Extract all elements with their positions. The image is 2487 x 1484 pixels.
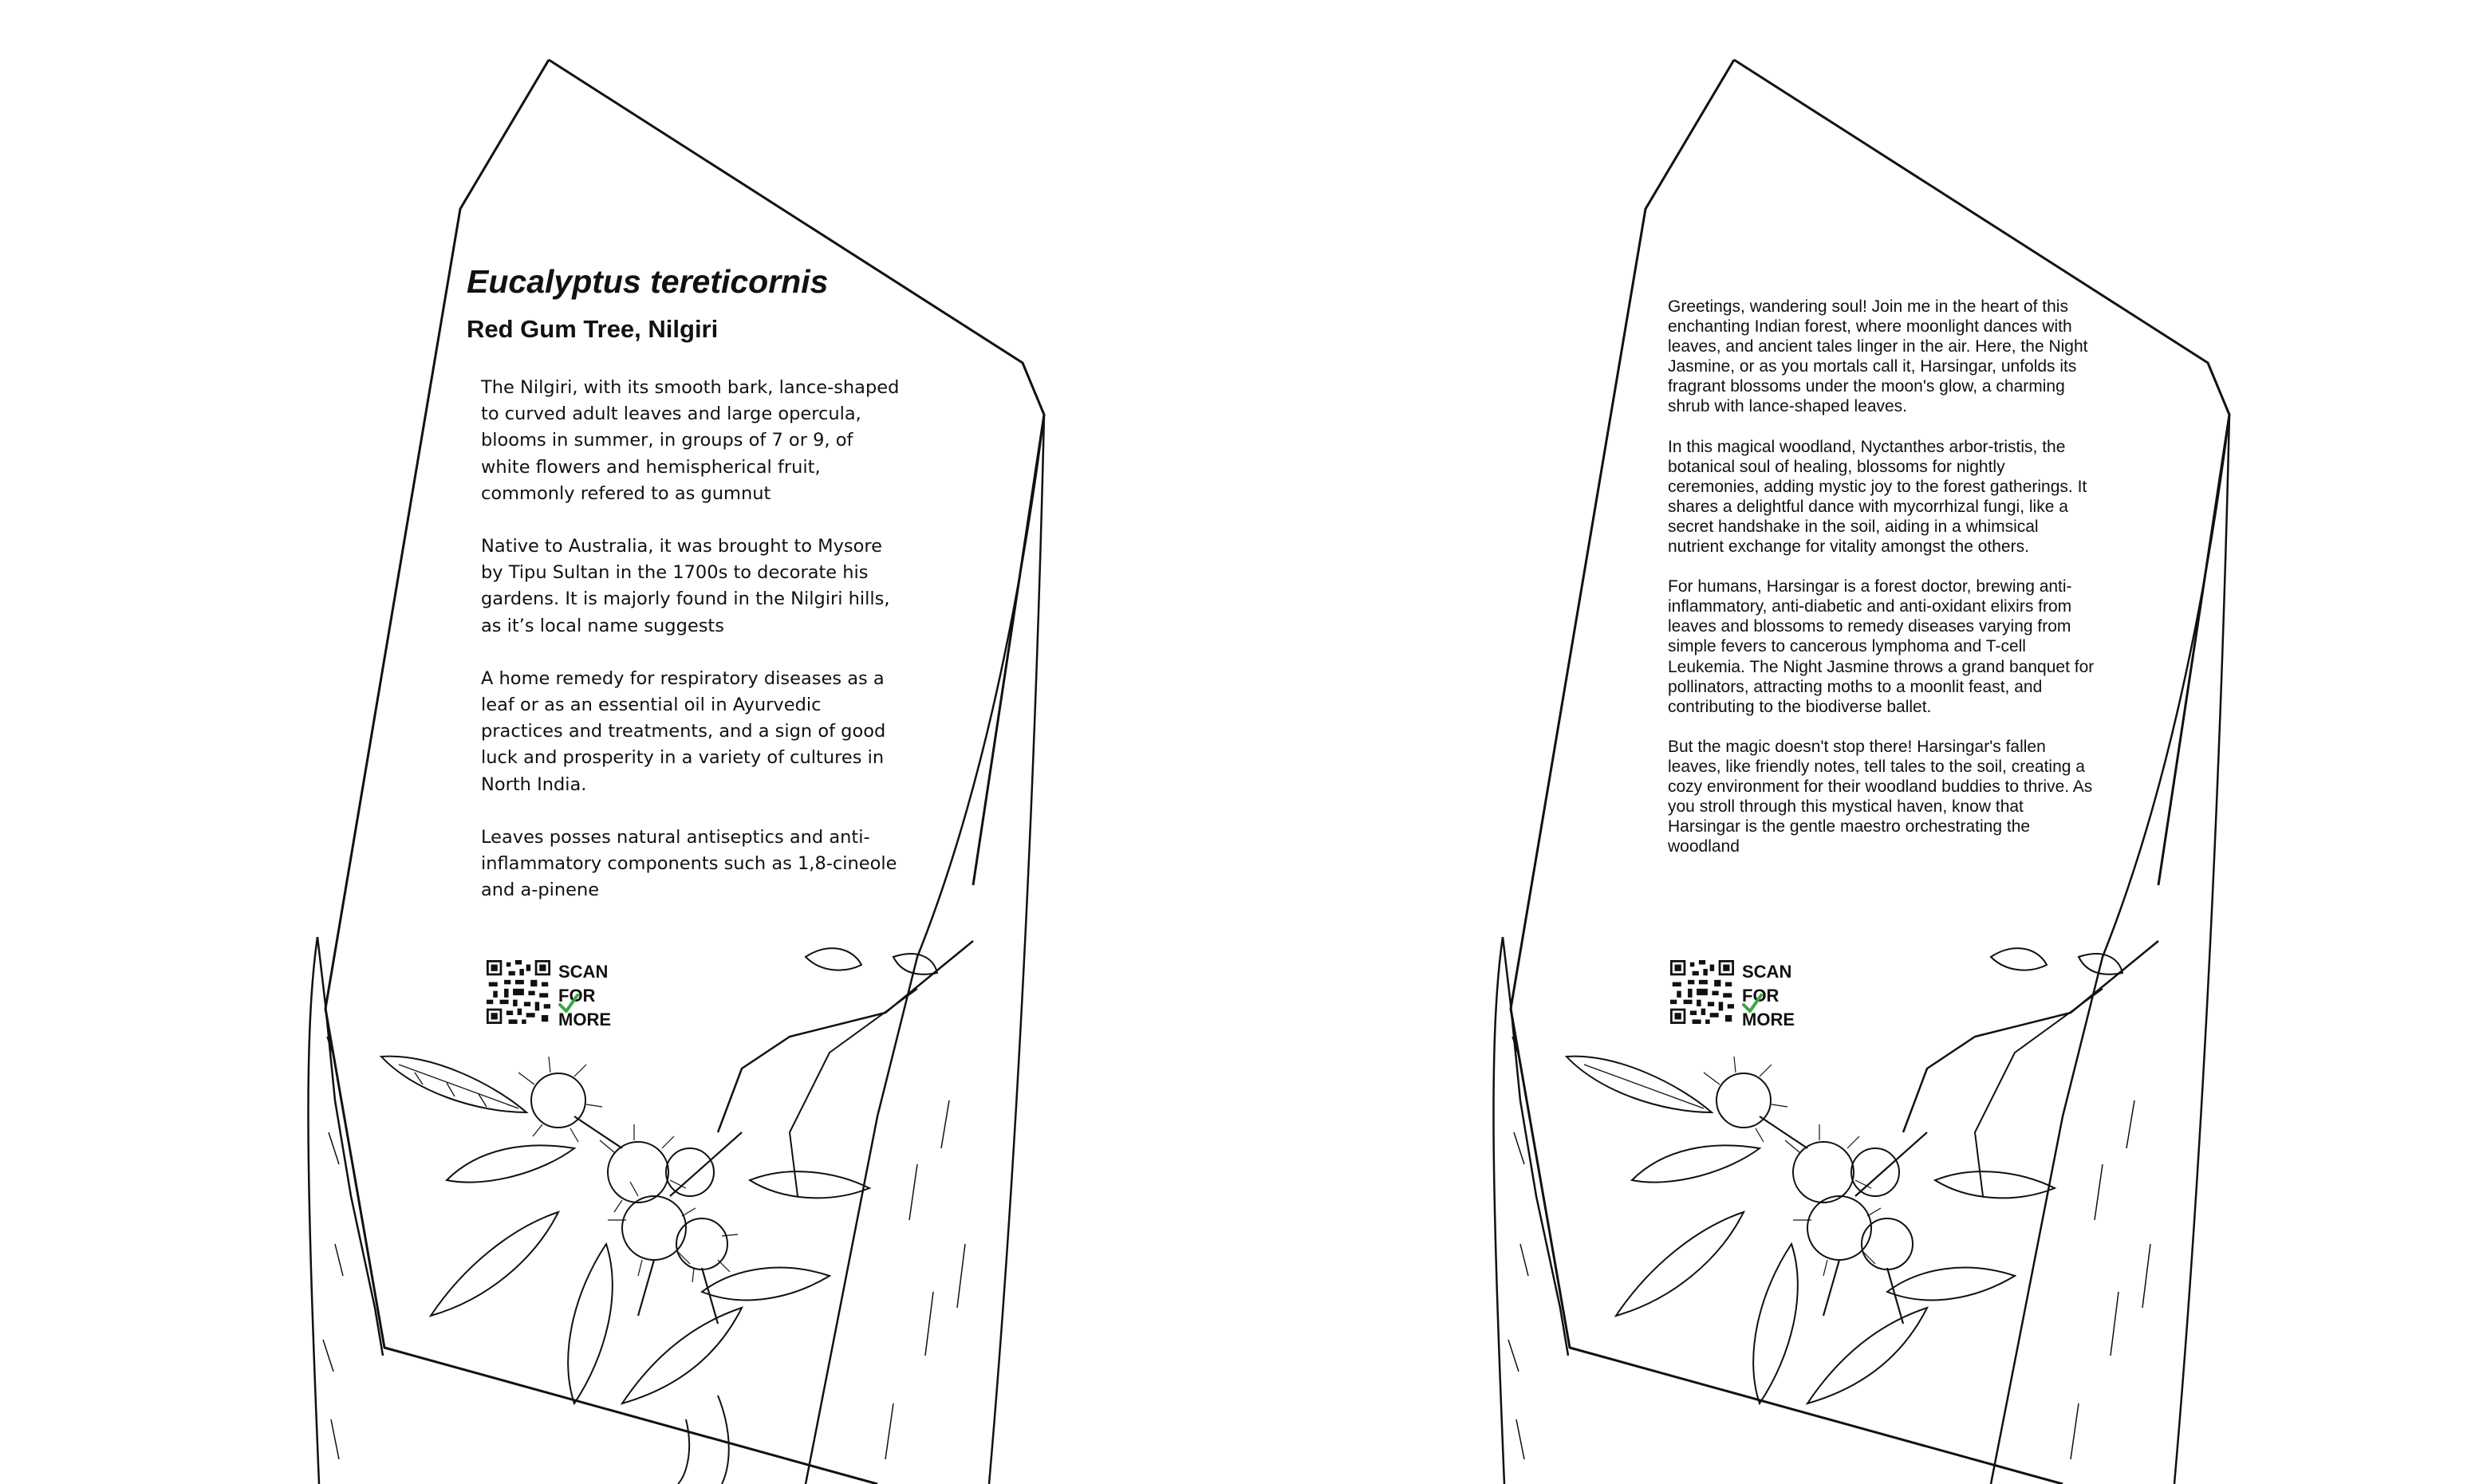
sign-body-text [481,375,904,930]
qr-code-icon[interactable] [1670,960,1734,1024]
paragraph-ecology: But the magic doesn't stop there! Harsingar's fallen leaves, like friendly notes, tell tales to the soil, creating a cozy environment for their woodland buddies to thrive. As you stroll through this mystical haven, know that Harsingar is the gentle maestro orchestrating the woodland [1668,737,2093,856]
paragraph-uses: A home remedy for respiratory diseases as a leaf or as an essential oil in Ayurvedic practices and treatments, and a sign of good luck and prosperity in a variety of cultures in North India. [481,667,886,795]
scan-for-more-block[interactable] [1670,960,1814,1032]
sign-body-text [1668,297,2095,876]
eucalyptus-branch-illustration [381,948,937,1484]
paragraph-woodland: In this magical woodland, Nyctanthes arbor-tristis, the botanical soul of healing, blossoms for nightly ceremonies, adding mystic joy to the forest gatherings. It shares a delightful dance with mycorrhizal fungi, like a secret handshake in the soil, aiding in a whimsical nutrient exchange for vitality amongst the others. [1668,437,2087,557]
checkmark-icon [1740,992,1764,1016]
scan-for-more-block[interactable] [487,960,630,1032]
qr-label-line: FOR [558,986,596,1006]
paragraph-greeting: Greetings, wandering soul! Join me in the heart of this enchanting Indian forest, where moonlight dances with leaves, and ancient tales linger in the air. Here, the Night Jasmine, or as you mortals call it, Harsingar, unfolds its fragrant blossoms under the moon's glow, a charming shrub with lance-shaped leaves. [1668,297,2088,416]
qr-label-line: SCAN [558,962,609,982]
paragraph-description: The Nilgiri, with its smooth bark, lance-shaped to curved adult leaves and large opercula, blooms in summer, in groups of 7 or 9, of white flowers and hemispherical fruit, commonly refered to as gumnut [481,377,900,504]
right-sign-panel [1244,0,2487,1484]
checkmark-icon [557,992,581,1016]
qr-code-icon[interactable] [487,960,550,1024]
qr-label-line: MORE [1742,1010,1795,1029]
eucalyptus-branch-illustration [1567,948,2122,1403]
qr-label-line: FOR [1742,986,1780,1006]
paragraph-medicinal: For humans, Harsingar is a forest doctor, brewing anti-inflammatory, anti-diabetic and anti-oxidant elixirs from leaves and blossoms to remedy diseases varying from simple fevers to cancerous lymphoma and T-cell Leukemia. The Night Jasmine throws a grand banquet for pollinators, attracting moths to a moonlit feast, and contributing to the biodiverse ballet. [1668,577,2095,716]
common-name-subheading: Red Gum Tree, Nilgiri [467,315,719,343]
scientific-name-heading: Eucalyptus tereticornis [467,263,829,300]
qr-label-line: SCAN [1742,962,1792,982]
paragraph-origin: Native to Australia, it was brought to Mysore by Tipu Sultan in the 1700s to decorate his gardens. It is majorly found in the Nilgiri hills, as it’s local name suggests [481,536,890,636]
paragraph-chemistry: Leaves posses natural antiseptics and anti-inflammatory components such as 1,8-cineole and a-pinene [481,826,897,901]
qr-label-line: MORE [558,1010,611,1029]
